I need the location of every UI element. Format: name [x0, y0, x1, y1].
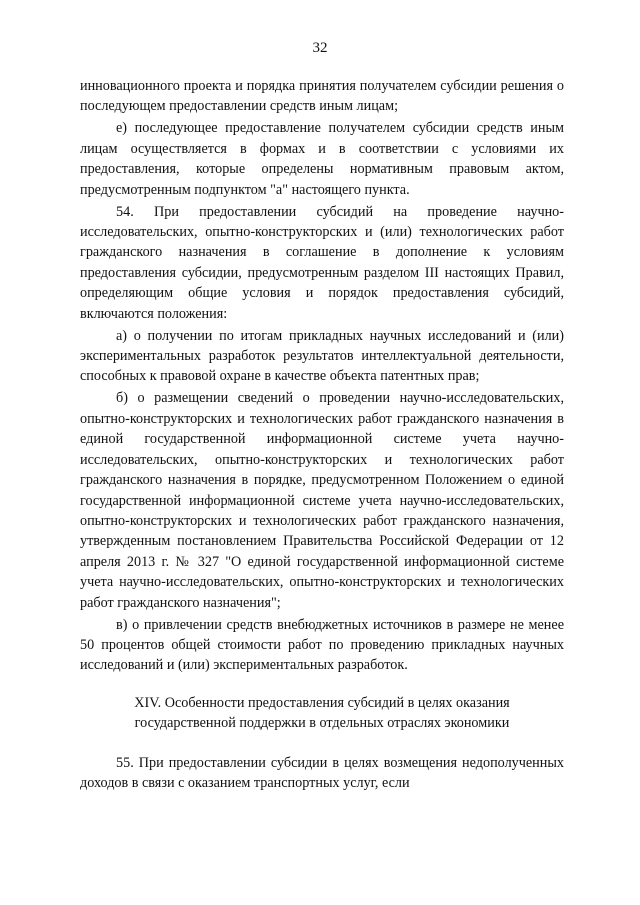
- page-number: 32: [312, 40, 328, 56]
- paragraph-item-a: а) о получении по итогам прикладных научных исследований и (или) экспериментальных разработок результатов интеллектуальной деятельности, способных к правовой охране в качестве объекта патентных прав;: [80, 327, 564, 385]
- paragraph-item-v: в) о привлечении средств внебюджетных источников в размере не менее 50 процентов общей стоимости работ по проведению прикладных научных исследований и (или) экспериментальных разработок.: [80, 616, 564, 674]
- paragraph-55: 55. При предоставлении субсидии в целях возмещения недополученных доходов в связи с оказанием транспортных услуг, если: [80, 754, 564, 791]
- paragraph-item-e: е) последующее предоставление получателем субсидии средств иным лицам осуществляется в формах и в соответствии с условиями их предоставления, которые определены нормативным правовым актом, предусмотренным подпунктом "а" настоящего пункта.: [80, 120, 564, 198]
- document-body: [80, 76, 564, 795]
- paragraph-item-b: б) о размещении сведений о проведении научно-исследовательских, опытно-конструкторских и технологических работ гражданского назначения в единой государственной информационной системе учета научно-исследовательских, опытно-конструкторских и технологических работ гражданского назначения в порядке, предусмотренном Положением о единой государственной информационной системе учета научно-исследовательских, опытно-конструкторских и технологических работ гражданского назначения, утвержденным постановлением Правительства Российской Федерации от 12 апреля 2013 г. № 327 "О единой государственной информационной системе учета научно-исследовательских, опытно-конструкторских и технологических работ гражданского назначения";: [80, 390, 564, 611]
- paragraph-54: 54. При предоставлении субсидий на проведение научно-исследовательских, опытно-конструкторских и (или) технологических работ гражданского назначения в соглашение в дополнение к условиям предоставления субсидии, предусмотренным разделом III настоящих Правил, определяющим общие условия и порядок предоставления субсидий, включаются положения:: [80, 203, 564, 322]
- section-heading-line-2: государственной поддержки в отдельных отраслях экономики: [134, 715, 510, 732]
- section-heading: [80, 693, 564, 734]
- paragraph-continuation: инновационного проекта и порядка принятия получателем субсидии решения о последующем предоставлении средств иным лицам;: [80, 78, 564, 115]
- section-heading-line-1: XIV. Особенности предоставления субсидий в целях оказания: [134, 694, 510, 711]
